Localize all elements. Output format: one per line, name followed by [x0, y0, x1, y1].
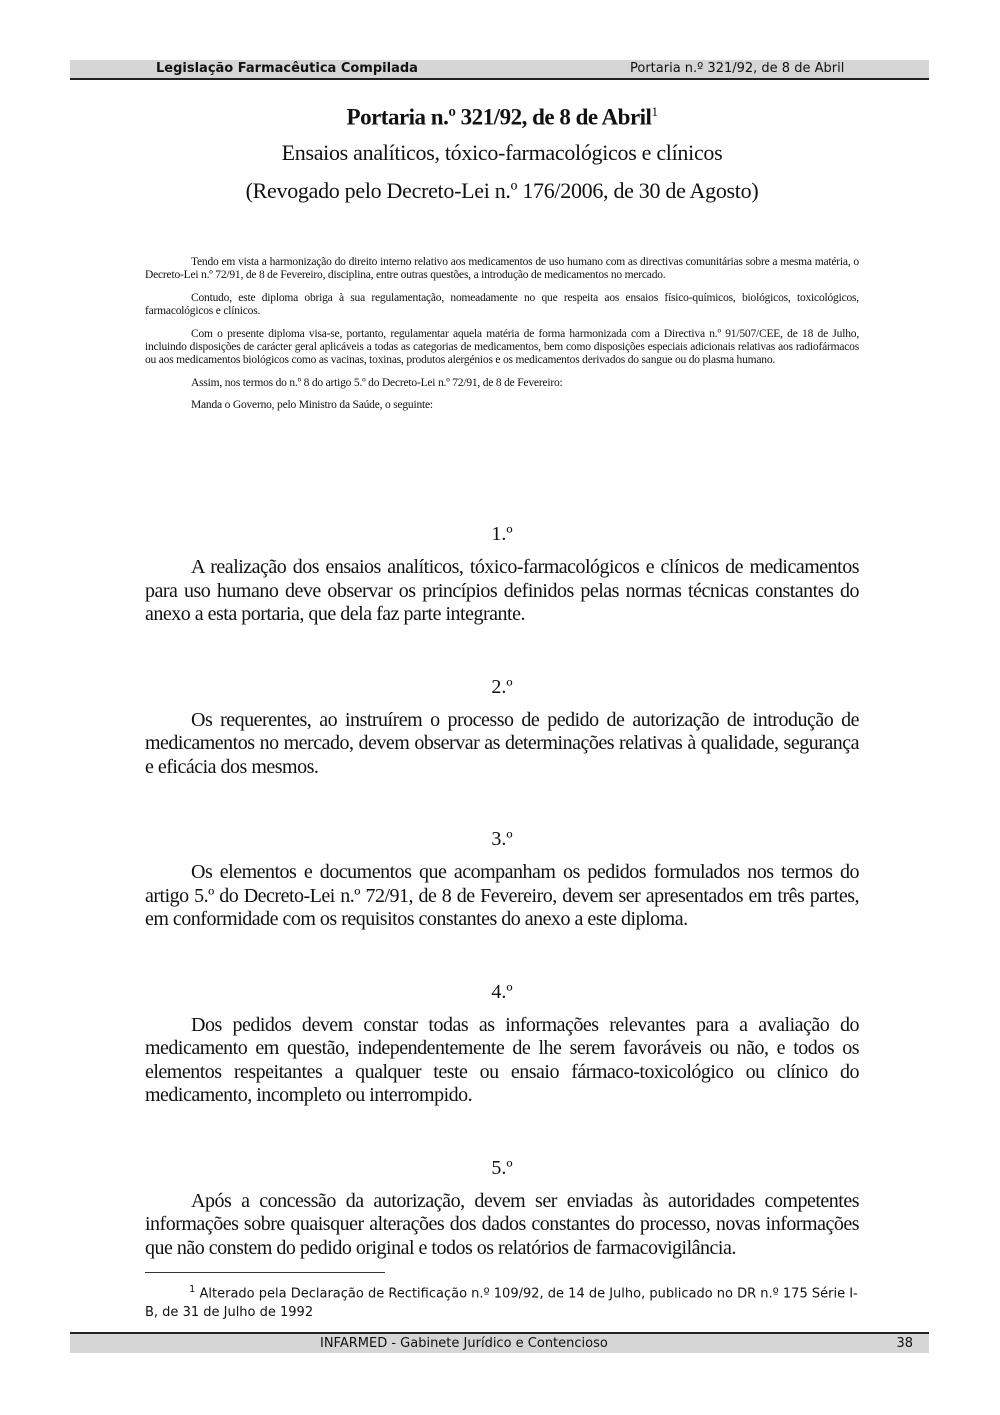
footnote-text: Alterado pela Declaração de Rectificação n.º 109/92, de 14 de Julho, publicado no DR n.º 175 Série I-B, de 31 de Julho de 1992	[145, 1286, 858, 1321]
article-text: Após a concessão da autorização, devem ser enviadas às autoridades competentes informações sobre quaisquer alterações dos dados constantes do processo, novas informações que não constem do pedido original e todos os relatórios de farmacovigilância.	[145, 1189, 859, 1259]
page-number: 38	[896, 1336, 913, 1351]
preamble-paragraph: Manda o Governo, pelo Ministro da Saúde, o seguinte:	[191, 399, 433, 412]
footer-organization: INFARMED - Gabinete Jurídico e Contencioso	[320, 1336, 608, 1351]
article-number: 4.º	[491, 980, 513, 1003]
article	[145, 520, 859, 627]
preamble-paragraph: Com o presente diploma visa-se, portanto, regulamentar aquela matéria de forma harmonizada com a Directiva n.º 91/507/CEE, de 18 de Julho, incluindo disposições de carácter geral aplicáveis a todas as categorias de medicamentos, bem como disposições especiais adicionais relativas aos radiofármacos ou aos medicamentos biológicos como as vacinas, toxinas, produtos alergénios e os medicamentos derivados do sangue ou do plasma humano.	[145, 327, 859, 367]
footnote-divider	[145, 1272, 385, 1273]
footnote-mark: 1	[189, 1284, 196, 1295]
title-block	[145, 96, 859, 210]
article-text: A realização dos ensaios analíticos, tóxico-farmacológicos e clínicos de medicamentos para uso humano deve observar os princípios definidos pelas normas técnicas constantes do anexo a esta portaria, que dela faz parte integrante.	[145, 556, 859, 625]
article-number: 5.º	[491, 1156, 513, 1179]
preamble-paragraph: Assim, nos termos do n.º 8 do artigo 5.º do Decreto-Lei n.º 72/91, de 8 de Fevereiro:	[191, 376, 563, 389]
preamble-paragraph: Contudo, este diploma obriga à sua regulamentação, nomeadamente no que respeita aos ensaios físico-químicos, biológicos, toxicológicos, farmacológicos e clínicos.	[145, 291, 859, 318]
article-number: 1.º	[491, 523, 513, 545]
preamble	[145, 256, 859, 422]
article-text: Os requerentes, ao instruírem o processo de pedido de autorização de introdução de medicamentos no mercado, devem observar as determinações relativas à qualidade, segurança e eficácia dos mesmos.	[145, 708, 859, 778]
header-document-reference: Portaria n.º 321/92, de 8 de Abril	[630, 61, 845, 76]
header-collection-title: Legislação Farmacêutica Compilada	[156, 61, 418, 76]
article	[145, 825, 859, 932]
preamble-paragraph: Tendo em vista a harmonização do direito interno relativo aos medicamentos de uso humano com as directivas comunitárias sobre a mesma matéria, o Decreto-Lei n.º 72/91, de 8 de Fevereiro, disciplina, entre outras questões, a introdução de medicamentos no mercado.	[145, 256, 859, 282]
article-number: 2.º	[491, 675, 513, 698]
article	[145, 1154, 859, 1261]
running-footer	[70, 1332, 929, 1353]
title-footnote-mark[interactable]: 1	[651, 104, 658, 119]
document-title	[145, 96, 859, 134]
article-text: Dos pedidos devem constar todas as informações relevantes para a avaliação do medicamento em questão, independentemente de lhe serem favoráveis ou não, e todos os elementos respeitantes a qualquer teste ou ensaio fármaco-toxicológico ou clínico do medicamento, incompleto ou interrompido.	[145, 1013, 859, 1106]
article-number: 3.º	[491, 828, 513, 850]
articles	[145, 520, 859, 1306]
footnote	[145, 1280, 859, 1322]
article	[145, 673, 859, 780]
document-title-text: Portaria n.º 321/92, de 8 de Abril	[346, 104, 652, 130]
running-header	[70, 60, 929, 80]
document-subtitle: Ensaios analíticos, tóxico-farmacológicos e clínicos	[281, 139, 723, 165]
revocation-note: (Revogado pelo Decreto-Lei n.º 176/2006, de 30 de Agosto)	[245, 177, 759, 203]
article-text: Os elementos e documentos que acompanham os pedidos formulados nos termos do artigo 5.º do Decreto-Lei n.º 72/91, de 8 de Fevereiro, devem ser apresentados em três partes, em conformidade com os requisitos constantes do anexo a este diploma.	[145, 861, 859, 930]
article	[145, 978, 859, 1108]
